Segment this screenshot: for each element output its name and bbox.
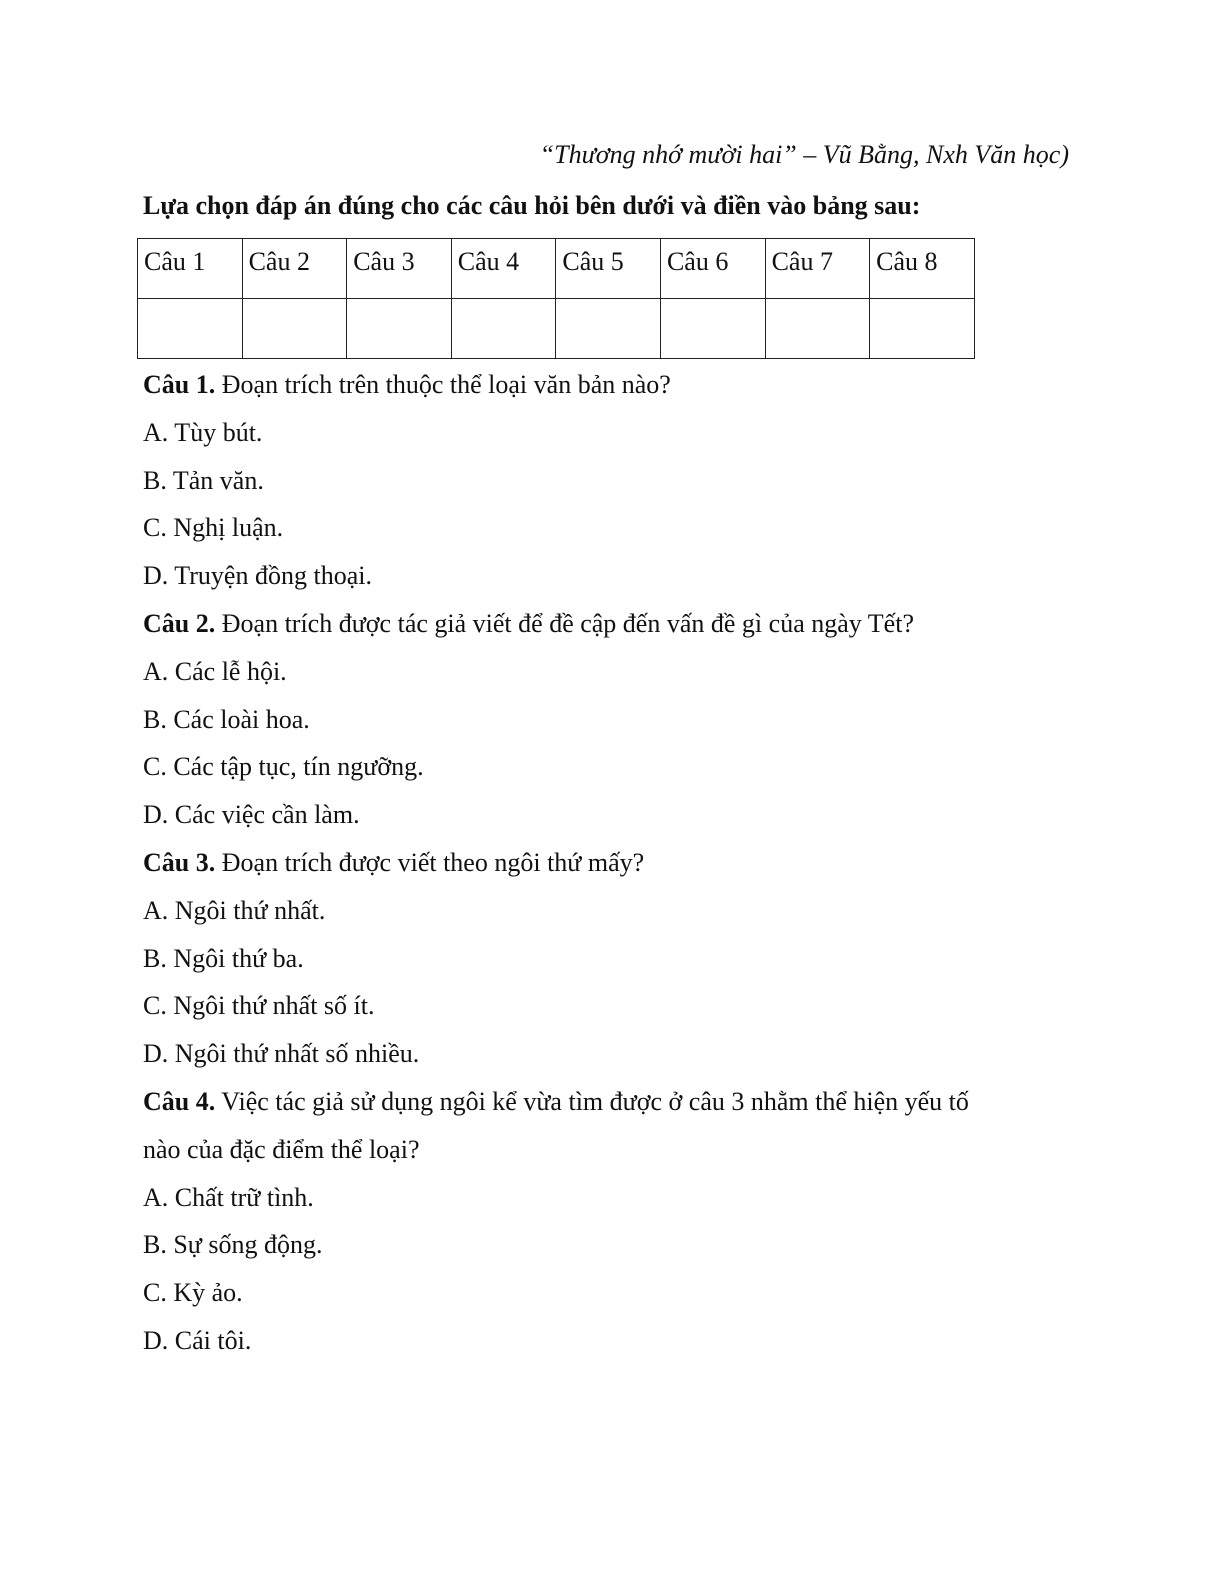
option-1c: C. Nghị luận. (143, 513, 284, 543)
question-list (143, 361, 1043, 1365)
option-2b: B. Các loài hoa. (143, 704, 310, 734)
question-text: Đoạn trích được viết theo ngôi thứ mấy? (215, 847, 645, 877)
option-1a: A. Tùy bút. (143, 417, 263, 447)
option-2d: D. Các việc cần làm. (143, 800, 360, 830)
answer-table-header-cell: Câu 2 (242, 239, 347, 299)
answer-cell[interactable] (347, 299, 452, 359)
answer-cell[interactable] (556, 299, 661, 359)
question-label: Câu 4. (143, 1086, 216, 1116)
option-4b: B. Sự sống động. (143, 1230, 323, 1260)
answer-cell[interactable] (451, 299, 556, 359)
question-text: Đoạn trích trên thuộc thể loại văn bản nào? (215, 370, 671, 399)
option-1d: D. Truyện đồng thoại. (143, 561, 372, 591)
answer-table-header-cell: Câu 5 (556, 239, 661, 299)
option-2c: C. Các tập tục, tín ngưỡng. (143, 752, 424, 782)
option-4c: C. Kỳ ảo. (143, 1278, 243, 1308)
question-label: Câu 1. (143, 370, 216, 399)
answer-table-header-cell: Câu 4 (451, 239, 556, 299)
answer-cell[interactable] (138, 299, 243, 359)
question-text: Đoạn trích được tác giả viết để đề cập đến vấn đề gì của ngày Tết? (215, 608, 914, 638)
option-4a: A. Chất trữ tình. (143, 1182, 314, 1212)
answer-cell[interactable] (242, 299, 347, 359)
answer-table-header-cell: Câu 3 (347, 239, 452, 299)
answer-table-header-row (138, 239, 975, 299)
answer-table (137, 238, 975, 359)
option-2a: A. Các lễ hội. (143, 656, 287, 686)
question-3 (143, 839, 1043, 887)
option-3a: A. Ngôi thứ nhất. (143, 895, 326, 925)
answer-table-answer-row (138, 299, 975, 359)
option-1b: B. Tản văn. (143, 465, 264, 495)
answer-cell[interactable] (765, 299, 870, 359)
question-text: Việc tác giả sử dụng ngôi kể vừa tìm được ở câu 3 nhằm thể hiện yếu tố (215, 1086, 969, 1116)
question-1 (143, 361, 1043, 409)
instruction-heading: Lựa chọn đáp án đúng cho các câu hỏi bên dưới và điền vào bảng sau: (143, 191, 921, 220)
answer-table-header-cell: Câu 8 (870, 239, 975, 299)
answer-cell[interactable] (870, 299, 975, 359)
source-citation: “Thương nhớ mười hai” – Vũ Bằng, Nxh Văn học) (539, 140, 1069, 169)
answer-table-header-cell: Câu 7 (765, 239, 870, 299)
option-3c: C. Ngôi thứ nhất số ít. (143, 991, 375, 1021)
question-2 (143, 600, 1043, 648)
option-4d: D. Cái tôi. (143, 1325, 252, 1355)
question-label: Câu 3. (143, 847, 216, 877)
question-4 (143, 1078, 1043, 1126)
answer-table-header-cell: Câu 6 (660, 239, 765, 299)
question-label: Câu 2. (143, 608, 216, 638)
option-3b: B. Ngôi thứ ba. (143, 943, 304, 973)
answer-table-header-cell: Câu 1 (138, 239, 243, 299)
question-4-continuation: nào của đặc điểm thể loại? (143, 1134, 420, 1164)
answer-cell[interactable] (660, 299, 765, 359)
option-3d: D. Ngôi thứ nhất số nhiều. (143, 1039, 420, 1069)
